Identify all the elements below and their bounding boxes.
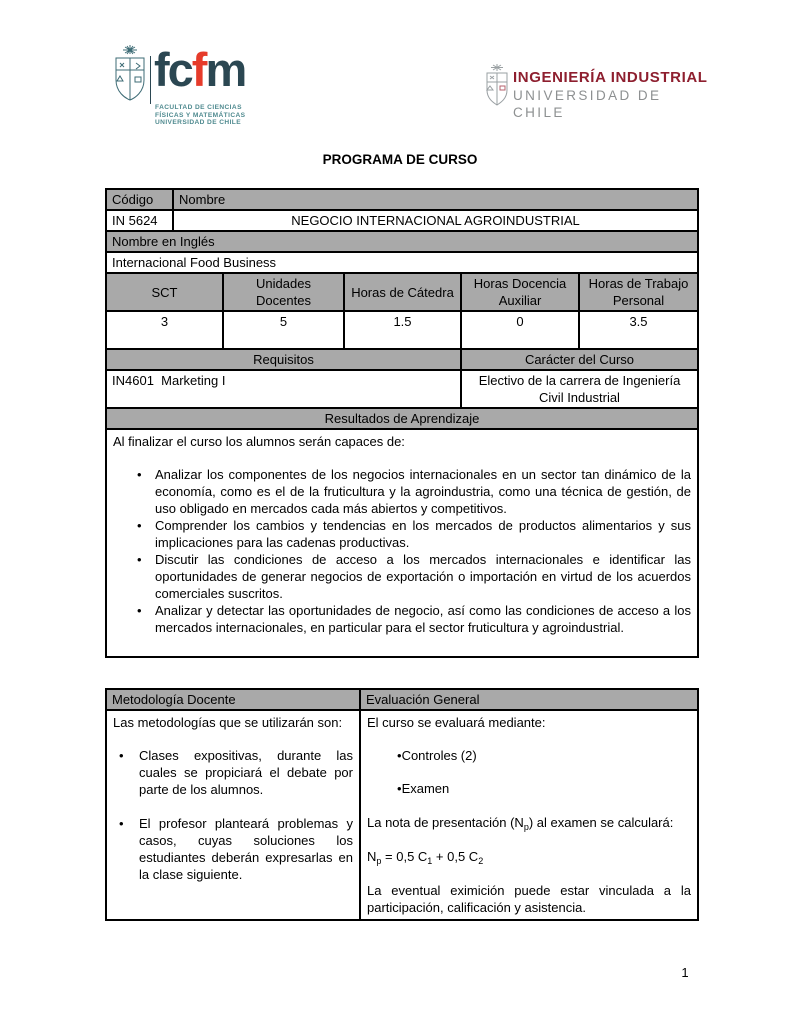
horas-trabajo-header-cell: Horas de Trabajo Personal [579, 273, 698, 311]
metodologia-bullet-list [113, 747, 353, 883]
fcfm-wordmark [154, 43, 246, 96]
list-item: • Clases expositivas, durante las cuales se propiciará el debate por parte de los alumnos. [119, 747, 353, 798]
nota-sub: p [523, 822, 529, 832]
course-program-tables [105, 188, 697, 921]
table-row [106, 311, 698, 349]
formula-sub-2: 2 [478, 856, 484, 866]
list-item: • El profesor planteará problemas y casos, cuyas soluciones los estudiantes deberán expresarlas en la clase siguiente. [119, 815, 353, 883]
resultados-intro: Al finalizar el curso los alumnos serán capaces de: [113, 434, 405, 449]
table-row [106, 273, 698, 311]
evaluacion-bullet-label: Controles (2) [401, 748, 477, 763]
uchile-crest-icon [484, 63, 510, 111]
list-item: • Comprender los cambios y tendencias en los mercados de productos alimentarios y sus implicaciones para las cadenas productivas. [137, 517, 691, 551]
horas-trabajo-value-cell: 3.5 [579, 311, 698, 349]
evaluacion-header-cell: Evaluación General [360, 689, 698, 710]
nombre-value-cell: NEGOCIO INTERNACIONAL AGROINDUSTRIAL [173, 210, 698, 231]
formula-mid2: + 0,5 C [432, 849, 479, 864]
formula-n: N [367, 849, 377, 864]
fcfm-caption [155, 104, 245, 127]
nota-text-post: ) al examen se calculará: [528, 815, 674, 830]
unidades-docentes-value-cell: 5 [223, 311, 344, 349]
table-row [106, 370, 698, 408]
formula-sub-1: 1 [427, 856, 433, 866]
bullet-icon: • [397, 781, 402, 796]
learning-outcomes-table [105, 407, 699, 658]
eximicion-text: La eventual eximición puede estar vinculada a la participación, calificación y asistencia. [367, 883, 691, 915]
table-row [106, 429, 698, 657]
fcfm-wordmark-m: m [205, 43, 246, 96]
table-row [106, 231, 698, 252]
list-item: • Analizar los componentes de los negocios internacionales en un sector tan dinámico de la economía, como es el de la fruticultura y la agroindustria, como una técnica de gestión, de uso obligado en mercados cada más abiertos y competitivos. [137, 466, 691, 517]
codigo-value-cell: IN 5624 [106, 210, 173, 231]
table-row [106, 210, 698, 231]
horas-docencia-value-cell: 0 [461, 311, 579, 349]
table-spacer [105, 658, 697, 688]
universidad-de-chile-label: UNIVERSIDAD DE CHILE [513, 88, 662, 120]
table-row [106, 349, 698, 370]
evaluacion-bullet-label: Examen [401, 781, 450, 796]
fcfm-divider [150, 56, 151, 104]
nota-presentacion-line [367, 814, 691, 831]
uchile-logo-text [513, 69, 714, 121]
fcfm-caption-line3: UNIVERSIDAD DE CHILE [155, 119, 242, 127]
page-number: 1 [681, 965, 689, 980]
list-item: • Analizar y detectar las oportunidades de negocio, así como las condiciones de acceso a los mercados internacionales, en particular para el sector fruticultura y agroindustrial. [137, 602, 691, 636]
evaluacion-bullet-examen [397, 780, 691, 797]
evaluacion-intro: El curso se evaluará mediante: [367, 715, 546, 730]
formula-sub-p: p [376, 856, 382, 866]
nombre-ingles-value-cell: Internacional Food Business [106, 252, 698, 273]
horas-catedra-value-cell: 1.5 [344, 311, 461, 349]
ingenieria-industrial-logo [484, 61, 714, 120]
evaluacion-content-cell [360, 710, 698, 920]
metodologia-content-cell [106, 710, 360, 920]
evaluacion-bullet-controles [397, 747, 691, 764]
caracter-value-cell: Electivo de la carrera de Ingeniería Civil Industrial [461, 370, 698, 408]
horas-docencia-header-cell: Horas Docencia Auxiliar [461, 273, 579, 311]
resultados-content-cell [106, 429, 698, 657]
table-row [106, 252, 698, 273]
horas-catedra-header-cell: Horas de Cátedra [344, 273, 461, 311]
ingenieria-industrial-label: INGENIERÍA INDUSTRIAL [513, 69, 708, 86]
metodologia-intro: Las metodologías que se utilizarán son: [113, 715, 343, 730]
nota-formula [367, 848, 691, 865]
table-row [106, 408, 698, 429]
table-row [106, 189, 698, 210]
requisitos-header-cell: Requisitos [106, 349, 461, 370]
list-item: • Discutir las condiciones de acceso a los mercados internacionales e identificar las oportunidades de generar negocios de exportación o importación en virtud de los acuerdos comerciales suscritos. [137, 551, 691, 602]
fcfm-wordmark-f: f [191, 43, 206, 96]
nombre-ingles-header-cell: Nombre en Inglés [106, 231, 698, 252]
sct-header-cell: SCT [106, 273, 223, 311]
formula-mid1: = 0,5 C [381, 849, 428, 864]
resultados-header-cell: Resultados de Aprendizaje [106, 408, 698, 429]
fcfm-caption-line1: FACULTAD DE CIENCIAS [155, 104, 242, 111]
nota-text-pre: La nota de presentación (N [367, 815, 524, 830]
fcfm-wordmark-fc: fc [154, 43, 192, 96]
bullet-icon: • [397, 748, 402, 763]
requisites-table [105, 348, 699, 409]
credit-hours-table [105, 272, 699, 350]
requisitos-value-cell: IN4601 Marketing I [106, 370, 461, 408]
fcfm-logo [110, 44, 290, 136]
resultados-bullet-list [113, 466, 691, 636]
course-code-table [105, 188, 699, 274]
methodology-evaluation-table [105, 688, 699, 921]
caracter-header-cell: Carácter del Curso [461, 349, 698, 370]
sct-value-cell: 3 [106, 311, 223, 349]
fcfm-caption-line2: FÍSICAS Y MATEMÁTICAS [155, 111, 246, 119]
unidades-docentes-header-cell: Unidades Docentes [223, 273, 344, 311]
codigo-header-cell: Código [106, 189, 173, 210]
table-row [106, 710, 698, 920]
table-row [106, 689, 698, 710]
nombre-header-cell: Nombre [173, 189, 698, 210]
page-title: PROGRAMA DE CURSO [322, 152, 478, 167]
metodologia-header-cell: Metodología Docente [106, 689, 360, 710]
fcfm-shield-icon [110, 44, 150, 108]
